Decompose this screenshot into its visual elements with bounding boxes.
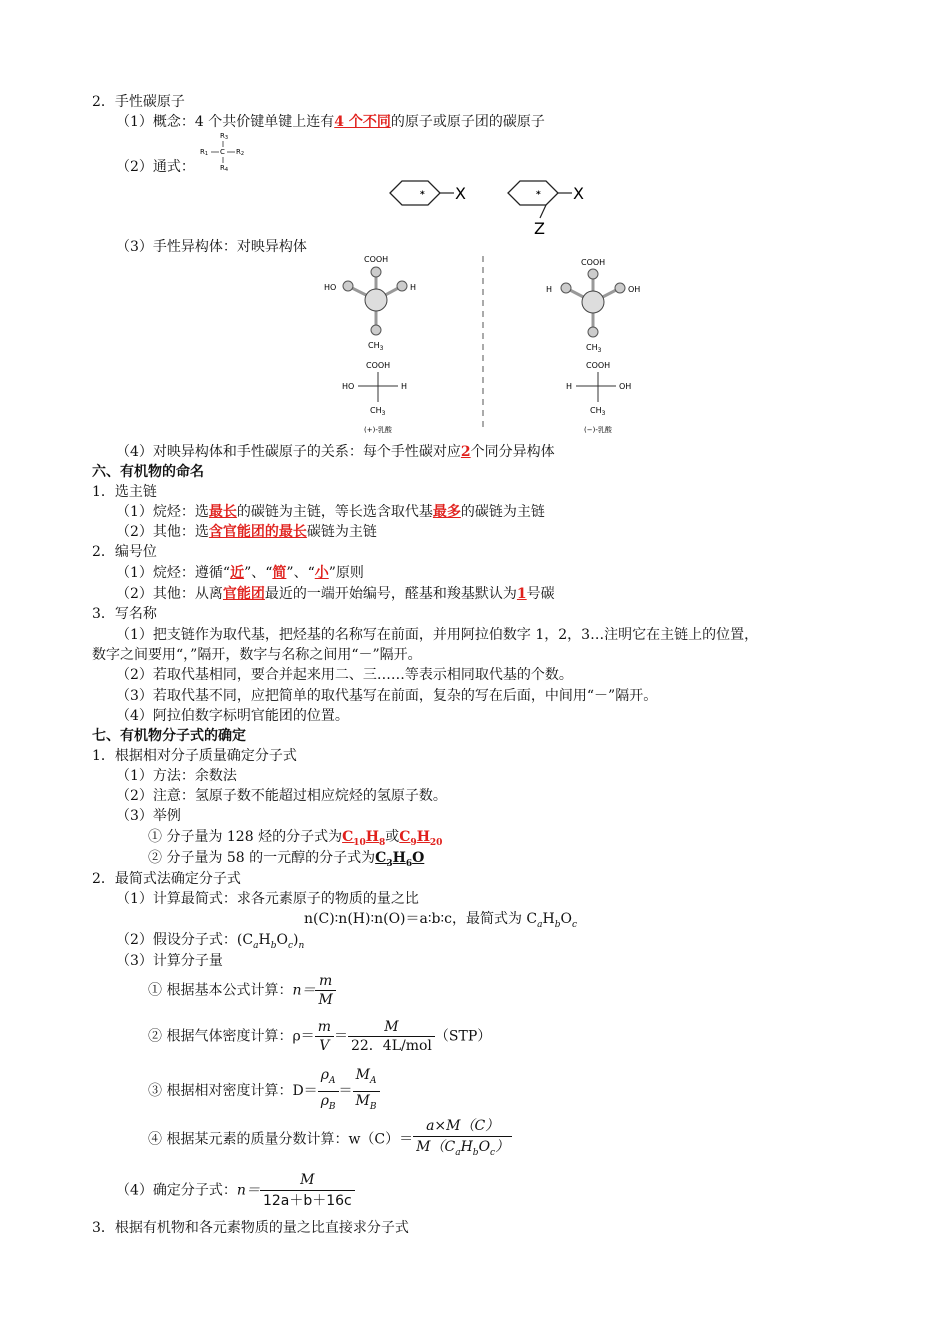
text: 的碳链为主链，等长选含取代基 [236,504,433,520]
fraction: $\frac{a\times M(C)}{M(C_aH_bO_c)}$ [413,1116,512,1163]
ho-label: HO [324,283,337,292]
ch3-label: $CH_3$ [370,406,386,417]
formula-line-1: ① 根据基本公式计算：n＝ $\frac{m}{M}$ [148,972,336,1009]
point-line: （3）若取代基不同，应把简单的取代基写在前面，复杂的写在后面，中间用“－”隔开。 [116,688,658,704]
minus-lactic-ball-model [546,258,640,354]
ch3-label: $CH_3$ [590,406,606,417]
point-title: 3．根据有机物和各元素物质的量之比直接求分子式 [92,1220,409,1236]
general-formula-diagram [196,130,256,176]
section-heading: 六、有机物的命名 [92,464,204,480]
h-label: H [401,382,408,391]
point-line [116,522,377,542]
point-title: 2．最简式法确定分子式 [92,871,241,887]
section-heading: 七、有机物分子式的确定 [92,728,246,744]
formula-line-2: ② 根据气体密度计算：ρ＝ $\frac{m}{V}$ ＝ $\frac{M}{\text{22．4L/mol}}$ （STP） [148,1019,492,1054]
text: ① 分子量为 128 烃的分子式为 [148,829,343,845]
chiral-star: * [420,190,425,200]
fraction: $\frac{m}{M}$ [315,972,335,1009]
answer-highlight: 小 [314,565,329,581]
text: 碳链为主链 [306,524,377,540]
chiral-ring-diagram-1 [384,176,484,216]
h-label: H [566,382,573,391]
answer-highlight: 1 [516,586,527,602]
chiral-star: * [536,190,541,200]
text: （4）对映异构体和手性碳原子的关系：每个手性碳对应 [116,444,461,460]
substituent-x: X [455,184,466,203]
plus-lactic-caption: (+)-乳酸 [364,426,392,434]
plus-lactic-fischer [342,361,407,434]
ho-label: HO [342,382,355,391]
point-title: 2．编号位 [92,544,157,560]
concept-line [116,112,545,132]
text: （2）其他：选 [116,524,209,540]
answer-highlight: 官能团 [222,586,265,602]
fraction: $\frac{M}{12a+b+16c}$ [260,1170,355,1211]
lactic-acid-enantiomers [310,250,650,440]
chiral-ring-diagram-2 [502,176,602,238]
point-line: 数字之间要用“，”隔开，数字与名称之间用“－”隔开。 [92,647,422,663]
plus-lactic-ball-model [324,255,416,352]
text: 的碳链为主链 [460,504,545,520]
h-label: H [410,283,417,292]
point-line [116,502,545,522]
cooh-label: COOH [366,361,391,370]
relation-line [116,442,555,462]
formula-c: C [220,148,225,156]
minus-lactic-caption: (−)-乳酸 [584,426,612,434]
section-title: 2．手性碳原子 [92,94,185,110]
formula-r4: R4 [220,164,229,173]
ratio-line: n(C)∶n(H)∶n(O)＝a∶b∶c，最简式为 $C_aH_bO_c$ [304,911,577,930]
text: 或 [385,829,400,845]
point-line: （1）把支链作为取代基，把烃基的名称写在前面，并用阿拉伯数字 1，2，3…注明它在主链上的位置， [116,627,759,643]
point-line [116,563,364,583]
point-title: 1．选主链 [92,484,157,500]
answer-highlight: 近 [230,565,245,581]
text: （1）烷烃：遵循“ [116,565,231,581]
formula-label: （2）通式： [116,159,195,175]
answer-formula: $C_9H_{20}$ [399,829,443,848]
answer-formula: $C_{10}H_8$ [342,829,386,848]
h-label: H [546,285,553,294]
point-title: 3．写名称 [92,606,157,622]
answer-highlight: 最长 [208,504,237,520]
formula-line-3: ③ 根据相对密度计算：D＝ $\frac{\rho_A}{\rho_B}$ ＝ $\frac{M_A}{M_B}$ [148,1066,380,1117]
answer-highlight: 最多 [432,504,461,520]
fraction: $\frac{\rho_A}{\rho_B}$ [318,1066,339,1117]
text: ”、“ [286,565,315,581]
formula-r3: R3 [220,132,229,141]
fraction: $\frac{M}{\text{22．4L/mol}}$ [348,1018,435,1055]
formula-line-5: （4）确定分子式：n＝ $\frac{M}{12a+b+16c}$ [116,1170,355,1211]
text: 的原子或原子团的碳原子 [390,114,545,130]
answer-highlight: 简 [272,565,287,581]
text: （2）其他：从离 [116,586,223,602]
fraction: $\frac{M_A}{M_B}$ [353,1066,380,1117]
answer-highlight: 含官能团的最长 [208,524,307,540]
substituent-z: Z [534,219,545,238]
substituent-x: X [573,184,584,203]
text: ”、“ [244,565,273,581]
answer-highlight: 4 个不同 [334,114,391,130]
text: ② 分子量为 58 的一元醇的分子式为 [148,850,376,866]
ch3-label: $CH_3$ [586,343,602,354]
isomer-label: （3）手性异构体：对映异构体 [116,239,307,255]
formula-line-4: ④ 根据某元素的质量分数计算：w（C）＝ $\frac{a\times M(C)}{M(C_aH_bO_c)}$ [148,1116,512,1163]
point-line: （1）计算最简式：求各元素原子的物质的量之比 [116,891,419,907]
point-line: （2）假设分子式：$(C_aH_bO_c)_n$ [116,932,305,951]
cooh-label: COOH [364,255,389,264]
point-line: （3）计算分子量 [116,953,223,969]
text: 个同分异构体 [470,444,555,460]
oh-label: OH [619,382,632,391]
text: 最近的一端开始编号，醛基和羧基默认为 [264,586,517,602]
text: （1）烷烃：选 [116,504,209,520]
point-line [116,584,555,604]
point-line: （1）方法：余数法 [116,768,237,784]
cooh-label: COOH [586,361,611,370]
formula-r2: R2 [236,148,245,157]
point-line: （2）若取代基相同，要合并起来用二、三……等表示相同取代基的个数。 [116,667,573,683]
answer-formula: $C_3H_6O$ [375,850,425,869]
point-line: （3）举例 [116,808,181,824]
point-line: （2）注意：氢原子数不能超过相应烷烃的氢原子数。 [116,788,447,804]
minus-lactic-fischer [566,361,631,434]
ch3-label: $CH_3$ [368,341,384,352]
answer-highlight: 2 [460,444,471,460]
text: （1）概念：4 个共价键单键上连有 [116,114,335,130]
formula-r1: R1 [200,148,209,157]
point-title: 1．根据相对分子质量确定分子式 [92,748,297,764]
cooh-label: COOH [581,258,606,267]
oh-label: OH [628,285,641,294]
text: 号碳 [526,586,555,602]
fraction: $\frac{m}{V}$ [315,1018,334,1055]
text: ”原则 [328,565,364,581]
point-line: （4）阿拉伯数字标明官能团的位置。 [116,708,349,724]
